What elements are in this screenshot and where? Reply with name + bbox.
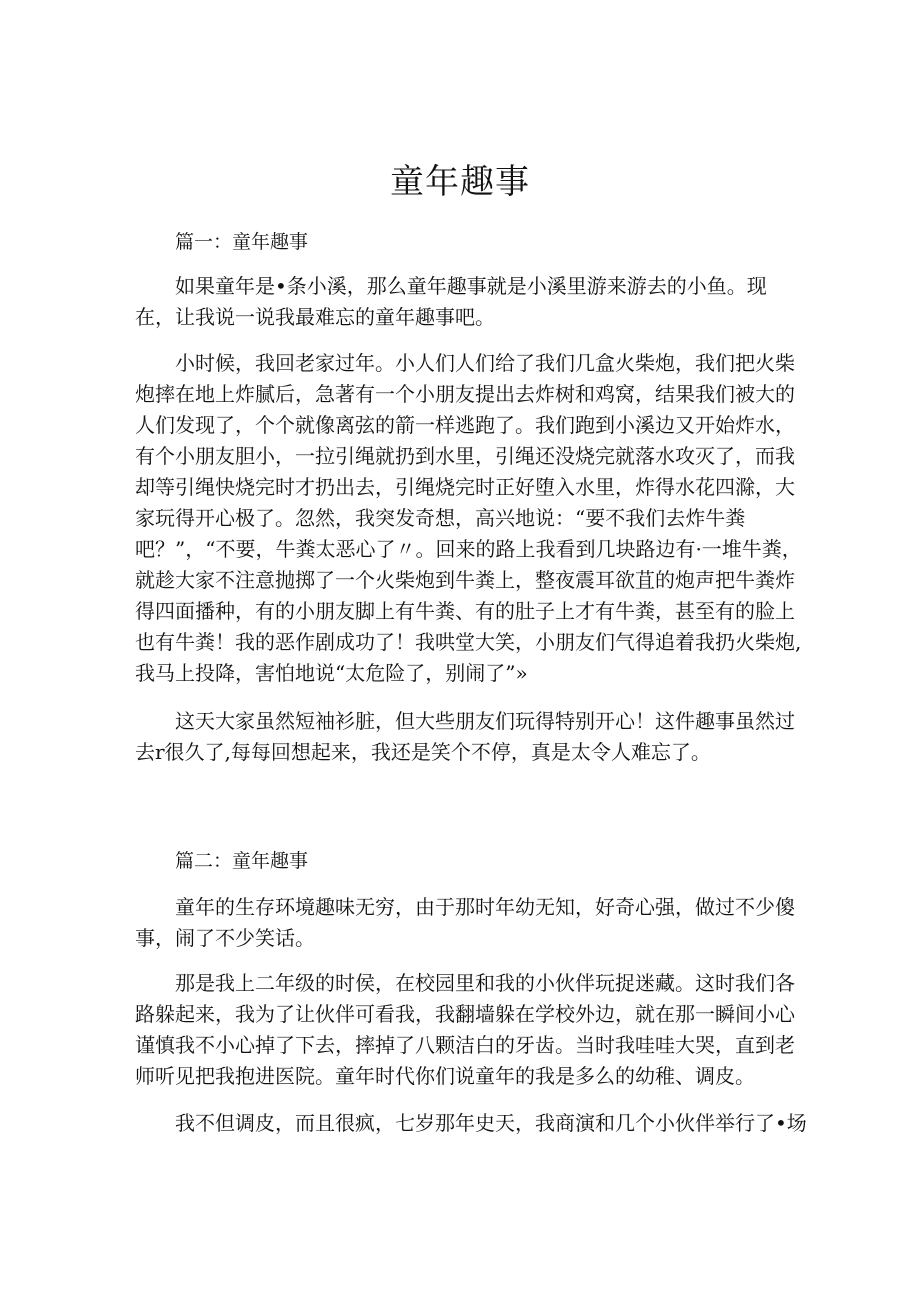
paragraph (135, 706, 805, 768)
text-line: 谨慎我不小心掉了下去，摔掉了八颗洁白的牙齿。当时我哇哇大哭，直到老 (135, 1033, 795, 1057)
text-line: 这天大家虽然短袖衫脏，但大些朋友们玩得特别开心！这件趣事虽然过 (175, 709, 795, 733)
text-line: 吧？”，“不要，牛粪太恶心了〃。回来的路上我看到几块路边有·一堆牛粪， (135, 537, 802, 561)
document-title: 童年趣事 (390, 162, 530, 202)
text-line: 如果童年是•条小溪，那么童年趣事就是小溪里游来游去的小鱼。现 (175, 274, 767, 298)
text-line: 就趁大家不注意抛掷了一个火柴炮到牛粪上，整夜震耳欲苴的炮声把牛粪炸 (135, 568, 795, 592)
text-line: 小时候，我回老家过年。小人们人们给了我们几盒火柴炮，我们把火柴 (175, 351, 795, 375)
text-line: 童年的生存环境趣味无穷，由于那时年幼无知，好奇心强，做过不少傻 (175, 895, 795, 919)
text-line: 炮摔在地上炸腻后，急著有一个小朋友提出去炸树和鸡窝，结果我们被大的 (135, 382, 795, 406)
paragraph (135, 1108, 805, 1139)
text-line: 那是我上二年级的时侯，在校园里和我的小伙伴玩捉迷藏。这时我们各 (175, 971, 795, 995)
text-line: 有个小朋友胆小，一拉引绳就扔到水里，引绳还没烧完就落水攻灭了，而我 (135, 444, 795, 468)
text-line: 却等引绳快烧完时才扔出去，引绳烧完时正好堕入水里，炸得水花四滁，大 (135, 475, 795, 499)
paragraph (135, 271, 805, 333)
section-heading-2: 篇二：童年趣事 (175, 850, 309, 872)
text-line: 去r很久了,每每回想起来，我还是笑个不停，真是太令人难忘了。 (135, 740, 711, 764)
text-line: 路躲起来，我为了让伙伴可看我，我翻墙躲在学校外边，就在那一瞬间小心 (135, 1002, 795, 1026)
text-line: 在，让我说一说我最难忘的童年趣事吧。 (135, 305, 495, 329)
text-line: 也有牛粪！我的恶作剧成功了！我哄堂大笑，小朋友们气得追着我扔火柴炮, (135, 630, 802, 654)
text-line: 我马上投降，害怕地说“太危险了，别闹了”» (135, 661, 528, 685)
text-line: 人们发现了，个个就像离弦的箭一样逃跑了。我们跑到小溪边又开始炸水， (135, 413, 795, 437)
paragraph (135, 892, 805, 954)
text-line: 得四面播种，有的小朋友脚上有牛粪、有的肚子上才有牛粪，甚至有的脸上 (135, 599, 795, 623)
text-line: 事，闹了不少笑话。 (135, 926, 315, 950)
paragraph (135, 348, 805, 689)
section-heading-1: 篇一：童年趣事 (175, 231, 309, 253)
paragraph (135, 968, 805, 1092)
text-line: 我不但调皮，而且很疯，七岁那年史天，我商演和几个小伙伴举行了•场 (175, 1111, 807, 1135)
text-line: 师听见把我抱进医院。童年时代你们说童年的我是多么的幼稚、调皮。 (135, 1064, 755, 1088)
text-line: 家玩得开心极了。忽然，我突发奇想，高兴地说：“要不我们去炸牛粪 (135, 506, 746, 530)
